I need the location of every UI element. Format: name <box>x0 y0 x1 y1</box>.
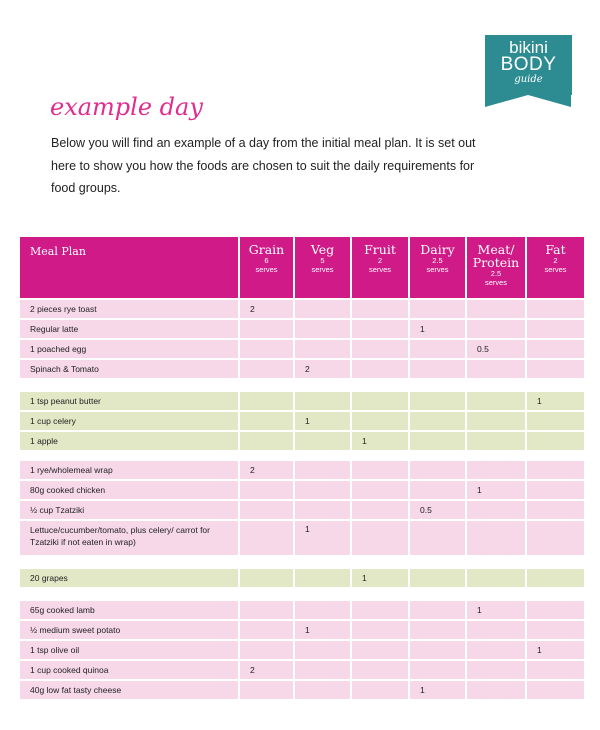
meal-plan-table <box>20 237 584 701</box>
food-item: 1 cup celery <box>20 412 240 430</box>
serve-value: 2 <box>240 661 295 679</box>
serve-value <box>467 320 527 338</box>
serve-value <box>240 360 295 378</box>
serve-value <box>410 300 467 318</box>
serve-value <box>240 412 295 430</box>
serve-value <box>295 681 352 699</box>
group-name: Meat/ Protein <box>472 242 520 270</box>
table-row <box>20 412 584 430</box>
meal-plan-header: Meal Plan <box>20 237 240 298</box>
serve-value <box>467 501 527 519</box>
serve-value <box>240 621 295 639</box>
serve-value <box>527 300 584 318</box>
serve-value <box>352 300 410 318</box>
serve-value: 1 <box>527 641 584 659</box>
food-item: 1 apple <box>20 432 240 450</box>
serve-value <box>527 501 584 519</box>
serve-value <box>240 569 295 587</box>
table-header <box>20 237 584 298</box>
food-item: 65g cooked lamb <box>20 601 240 619</box>
logo-line-2: BODY <box>500 54 557 75</box>
food-item: 80g cooked chicken <box>20 481 240 499</box>
serve-value <box>410 521 467 555</box>
table-row <box>20 432 584 450</box>
table-row <box>20 461 584 479</box>
serve-value <box>410 461 467 479</box>
serve-value <box>295 601 352 619</box>
serve-value <box>467 392 527 410</box>
food-item: 2 pieces rye toast <box>20 300 240 318</box>
serve-value <box>410 360 467 378</box>
serve-value <box>352 501 410 519</box>
serve-value <box>295 300 352 318</box>
table-row <box>20 661 584 679</box>
fruit-header <box>352 237 410 298</box>
serve-value <box>410 340 467 358</box>
serve-value <box>352 481 410 499</box>
serve-value <box>467 661 527 679</box>
serve-value <box>295 501 352 519</box>
table-row <box>20 601 584 619</box>
food-item: 1 tsp olive oil <box>20 641 240 659</box>
group-serves: 5 <box>320 256 325 265</box>
serve-value: 1 <box>410 320 467 338</box>
serve-value: 1 <box>295 621 352 639</box>
serve-value <box>527 412 584 430</box>
serve-value <box>240 641 295 659</box>
serve-value <box>467 360 527 378</box>
serve-value <box>527 481 584 499</box>
table-row <box>20 569 584 587</box>
serve-value: 1 <box>352 432 410 450</box>
food-item: Regular latte <box>20 320 240 338</box>
serve-value <box>410 601 467 619</box>
serve-value <box>352 621 410 639</box>
group-serves: 2 <box>553 256 558 265</box>
serve-value <box>352 392 410 410</box>
serve-value <box>352 521 410 555</box>
grain-header <box>240 237 295 298</box>
table-body <box>20 298 584 699</box>
serve-value <box>410 412 467 430</box>
serve-value: 2 <box>295 360 352 378</box>
serve-value <box>527 681 584 699</box>
serve-value <box>527 432 584 450</box>
serve-value: 1 <box>352 569 410 587</box>
food-item: 1 rye/wholemeal wrap <box>20 461 240 479</box>
serve-value: 1 <box>295 521 352 555</box>
serve-value <box>467 569 527 587</box>
serve-value <box>240 481 295 499</box>
serve-value <box>240 521 295 555</box>
group-serves-label: serves <box>311 265 334 274</box>
table-row <box>20 681 584 699</box>
serve-value <box>352 601 410 619</box>
serve-value <box>352 641 410 659</box>
serve-value <box>527 661 584 679</box>
serve-value <box>240 432 295 450</box>
group-serves-label: serves <box>368 265 392 274</box>
serve-value <box>295 340 352 358</box>
bikini-body-guide-logo <box>485 35 572 95</box>
serve-value <box>410 621 467 639</box>
serve-value <box>527 521 584 555</box>
serve-value <box>240 681 295 699</box>
group-serves-label: serves <box>544 265 567 274</box>
serve-value <box>467 461 527 479</box>
table-row <box>20 320 584 338</box>
serve-value <box>352 320 410 338</box>
group-serves-label: serves <box>484 278 508 287</box>
serve-value: 1 <box>410 681 467 699</box>
serve-value <box>410 432 467 450</box>
serve-value <box>240 340 295 358</box>
serve-value <box>467 300 527 318</box>
serve-value <box>467 432 527 450</box>
food-item: ½ cup Tzatziki <box>20 501 240 519</box>
food-item: 20 grapes <box>20 569 240 587</box>
serve-value <box>527 461 584 479</box>
serve-value <box>295 661 352 679</box>
serve-value <box>240 601 295 619</box>
fat-header <box>527 237 584 298</box>
table-row <box>20 501 584 519</box>
serve-value: 2 <box>240 461 295 479</box>
serve-value <box>295 392 352 410</box>
group-name: Grain <box>248 242 285 257</box>
serve-value: 0.5 <box>467 340 527 358</box>
serve-value <box>295 461 352 479</box>
serve-value: 1 <box>467 481 527 499</box>
serve-value <box>467 641 527 659</box>
table-row <box>20 392 584 410</box>
food-item: Spinach & Tomato <box>20 360 240 378</box>
table-row <box>20 641 584 659</box>
serve-value <box>352 360 410 378</box>
meat-protein-header <box>467 237 527 298</box>
food-item: 1 tsp peanut butter <box>20 392 240 410</box>
serve-value <box>295 641 352 659</box>
serve-value <box>467 521 527 555</box>
serve-value <box>295 320 352 338</box>
page-title: example day <box>50 93 203 121</box>
serve-value <box>527 320 584 338</box>
serve-value <box>527 569 584 587</box>
table-row <box>20 340 584 358</box>
group-name: Fruit <box>364 242 396 257</box>
food-item: 1 cup cooked quinoa <box>20 661 240 679</box>
group-serves-label: serves <box>426 265 449 274</box>
logo-line-3: guide <box>514 74 543 85</box>
serve-value <box>240 320 295 338</box>
group-serves: 2 <box>377 256 383 265</box>
serve-value <box>410 392 467 410</box>
serve-value <box>527 621 584 639</box>
serve-value <box>295 481 352 499</box>
dairy-header <box>410 237 467 298</box>
table-row <box>20 360 584 378</box>
serve-value <box>352 461 410 479</box>
serve-value <box>410 661 467 679</box>
table-row <box>20 300 584 318</box>
serve-value <box>352 340 410 358</box>
veg-header <box>295 237 352 298</box>
serve-value <box>527 601 584 619</box>
serve-value: 1 <box>467 601 527 619</box>
serve-value <box>295 432 352 450</box>
group-serves: 2.5 <box>490 269 502 278</box>
serve-value <box>295 569 352 587</box>
group-name: Dairy <box>420 242 455 257</box>
table-row <box>20 621 584 639</box>
serve-value <box>410 641 467 659</box>
serve-value <box>410 569 467 587</box>
serve-value: 1 <box>527 392 584 410</box>
food-item: 1 poached egg <box>20 340 240 358</box>
table-row <box>20 521 584 555</box>
serve-value <box>352 681 410 699</box>
serve-value <box>527 360 584 378</box>
serve-value <box>467 621 527 639</box>
logo-line-1: bikini <box>509 38 548 57</box>
intro-paragraph: Below you will find an example of a day from the initial meal plan. It is set out here to show you how the foods are chosen to suit the daily requirements for food groups. <box>51 136 476 195</box>
serve-value <box>467 412 527 430</box>
group-serves-label: serves <box>255 265 278 274</box>
serve-value: 1 <box>295 412 352 430</box>
group-serves: 2.5 <box>432 256 443 265</box>
serve-value: 0.5 <box>410 501 467 519</box>
group-serves: 6 <box>264 256 269 265</box>
table-row <box>20 481 584 499</box>
serve-value <box>467 681 527 699</box>
serve-value <box>527 340 584 358</box>
serve-value <box>352 661 410 679</box>
serve-value <box>240 501 295 519</box>
serve-value: 2 <box>240 300 295 318</box>
serve-value <box>240 392 295 410</box>
food-item: 40g low fat tasty cheese <box>20 681 240 699</box>
food-item: Lettuce/cucumber/tomato, plus celery/ carrot for Tzatziki if not eaten in wrap) <box>20 521 240 555</box>
serve-value <box>352 412 410 430</box>
food-item: ½ medium sweet potato <box>20 621 240 639</box>
group-name: Fat <box>545 242 566 257</box>
serve-value <box>410 481 467 499</box>
group-name: Veg <box>310 242 335 257</box>
